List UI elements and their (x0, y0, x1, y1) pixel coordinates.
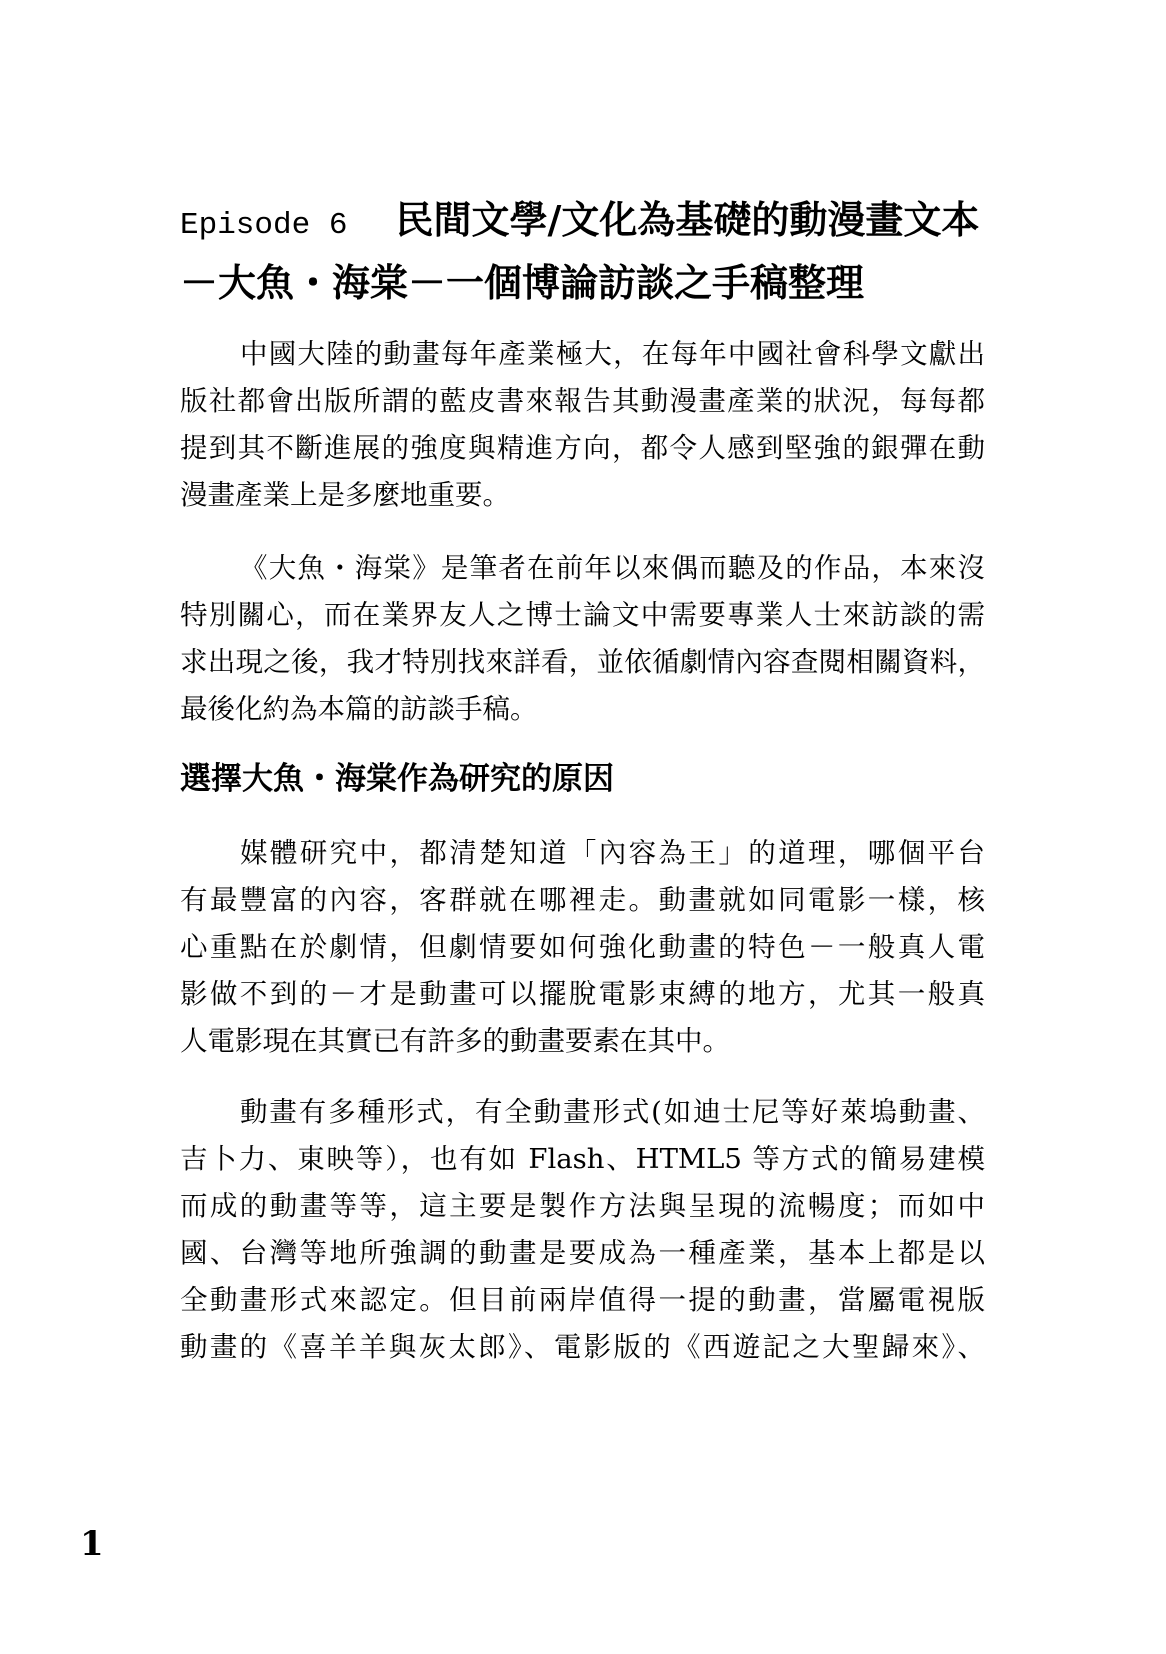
chapter-title-text: 民間文學/文化為基礎的動漫畫文本 (395, 197, 980, 242)
paragraph-line: 《大魚・海棠》是筆者在前年以來偶而聽及的作品，本來沒 (240, 552, 985, 584)
paragraph-line: 吉卜力、東映等），也有如 Flash、HTML5 等方式的簡易建模 (180, 1143, 985, 1175)
paragraph-2 (180, 545, 985, 733)
paragraph-line: 漫畫產業上是多麼地重要。 (180, 479, 510, 511)
paragraph-line: 國、台灣等地所強調的動畫是要成為一種產業，基本上都是以 (180, 1237, 985, 1269)
paragraph-line: 動畫的《喜羊羊與灰太郎》、電影版的《西遊記之大聖歸來》、 (180, 1331, 985, 1363)
episode-label: Episode 6 (180, 208, 348, 243)
paragraph-line: 中國大陸的動畫每年產業極大，在每年中國社會科學文獻出 (240, 338, 985, 370)
paragraph-line: 動畫有多種形式，有全動畫形式(如迪士尼等好萊塢動畫、 (240, 1096, 985, 1128)
paragraph-line: 最後化約為本篇的訪談手稿。 (180, 693, 538, 725)
page-number: 1 (80, 1524, 104, 1564)
paragraph-line: 特別關心，而在業界友人之博士論文中需要專業人士來訪談的需 (180, 599, 985, 631)
paragraph-line: 有最豐富的內容，客群就在哪裡走。動畫就如同電影一樣，核 (180, 884, 985, 916)
chapter-title-line-1 (180, 188, 979, 251)
paragraph-line: 影做不到的－才是動畫可以擺脫電影束縛的地方，尤其一般真 (180, 978, 985, 1010)
paragraph-line: 提到其不斷進展的強度與精進方向，都令人感到堅強的銀彈在動 (180, 432, 985, 464)
paragraph-line: 心重點在於劇情，但劇情要如何強化動畫的特色－一般真人電 (180, 931, 985, 963)
chapter-title-line-2: －大魚・海棠－一個博論訪談之手稿整理 (180, 260, 865, 305)
paragraph-line: 求出現之後，我才特別找來詳看，並依循劇情內容查閱相關資料， (180, 646, 985, 678)
paragraph-line: 媒體研究中，都清楚知道「內容為王」的道理，哪個平台 (240, 837, 985, 869)
paragraph-3 (180, 830, 985, 1065)
paragraph-4 (180, 1089, 985, 1371)
paragraph-line: 而成的動畫等等，這主要是製作方法與呈現的流暢度；而如中 (180, 1190, 985, 1222)
paragraph-line: 全動畫形式來認定。但目前兩岸值得一提的動畫，當屬電視版 (180, 1284, 985, 1316)
paragraph-1 (180, 331, 985, 519)
paragraph-line: 人電影現在其實已有許多的動畫要素在其中。 (180, 1025, 730, 1057)
section-heading: 選擇大魚・海棠作為研究的原因 (180, 761, 614, 797)
paragraph-line: 版社都會出版所謂的藍皮書來報告其動漫畫產業的狀況，每每都 (180, 385, 985, 417)
